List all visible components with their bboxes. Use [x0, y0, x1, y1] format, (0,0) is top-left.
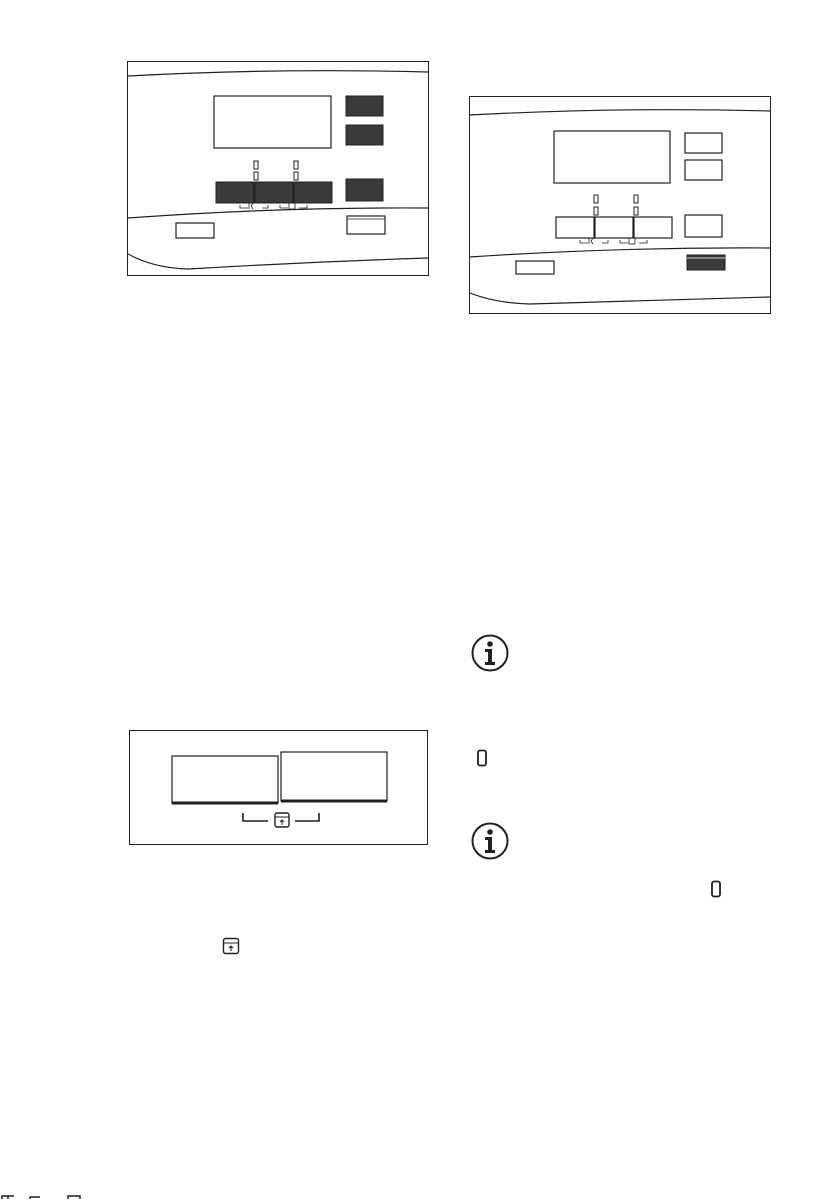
panel-button	[685, 160, 722, 180]
led-indicator	[254, 161, 258, 169]
panel-button	[255, 182, 293, 203]
led-indicator	[634, 195, 638, 203]
child-lock-diagram	[130, 731, 429, 846]
led-indicator	[634, 207, 638, 215]
panel-button	[595, 217, 633, 238]
display-window	[281, 752, 387, 801]
panel-button	[685, 215, 722, 237]
zero-digit-icon	[710, 880, 722, 898]
led-indicator	[294, 172, 298, 180]
display-window	[554, 131, 670, 183]
panel-button	[346, 96, 383, 116]
display-window	[172, 756, 278, 803]
panel-button	[687, 255, 725, 270]
panel-button	[634, 217, 672, 238]
panel-button	[516, 261, 554, 274]
led-indicator	[594, 207, 598, 215]
control-panel-figure-2	[469, 96, 771, 314]
panel-button	[346, 125, 383, 145]
panel-button	[294, 182, 332, 203]
panel-button	[685, 133, 722, 153]
led-indicator	[294, 161, 298, 169]
panel-button	[176, 223, 214, 238]
zero-digit-icon	[476, 749, 488, 767]
panel-button	[216, 182, 254, 203]
child-lock-icon	[222, 937, 240, 955]
led-indicator	[594, 195, 598, 203]
control-panel-figure-1	[127, 61, 429, 276]
page-edge-marks	[0, 1186, 120, 1192]
control-panel-diagram-2	[470, 97, 772, 315]
panel-button	[346, 179, 383, 201]
info-icon	[470, 821, 510, 861]
control-panel-diagram-1	[128, 62, 430, 277]
info-icon	[470, 633, 510, 673]
panel-button	[556, 217, 594, 238]
child-lock-figure	[129, 730, 428, 845]
led-indicator	[254, 172, 258, 180]
display-window	[214, 96, 331, 148]
